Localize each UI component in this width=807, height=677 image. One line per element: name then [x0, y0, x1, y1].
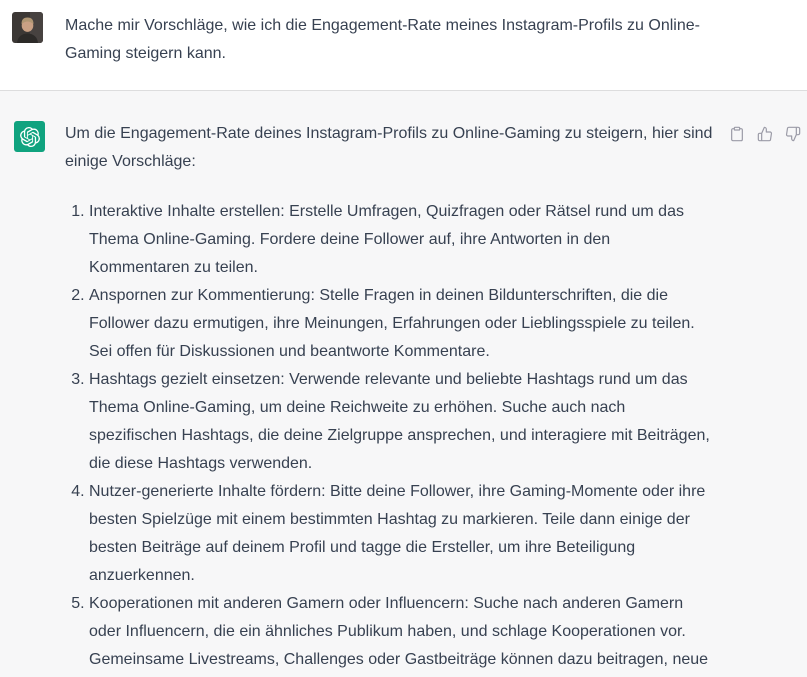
assistant-message-text	[65, 120, 715, 674]
suggestions-list	[65, 198, 715, 674]
assistant-intro: Um die Engagement-Rate deines Instagram-Profils zu Online-Gaming zu steigern, hier sind einige Vorschläge:	[65, 125, 713, 170]
list-item: 1. Interaktive Inhalte erstellen: Erstelle Umfragen, Quizfragen oder Rätsel rund um das Thema Online-Gaming. Fordere deine Follower auf, ihre Antworten in den Kommentaren zu teilen.	[89, 198, 715, 282]
copy-clipboard-icon	[729, 126, 745, 142]
openai-knot-icon	[20, 127, 40, 147]
chatgpt-logo	[14, 121, 45, 152]
message-actions	[729, 126, 807, 142]
thumbs-up-icon	[757, 126, 773, 142]
thumbs-down-icon	[785, 126, 801, 142]
user-avatar-photo	[12, 12, 43, 43]
user-avatar	[12, 12, 43, 43]
thumbs-up-button[interactable]	[757, 126, 773, 142]
assistant-message-row	[0, 90, 807, 677]
copy-button[interactable]	[729, 126, 745, 142]
list-item: 2. Anspornen zur Kommentierung: Stelle Fragen in deinen Bildunterschriften, die die Follower dazu ermutigen, ihre Meinungen, Erfahrungen oder Lieblingsspiele zu teilen. Sei offen für Diskussionen und beantworte Kommentare.	[89, 282, 715, 366]
user-message-row	[0, 0, 807, 90]
user-message-text: Mache mir Vorschläge, wie ich die Engagement-Rate meines Instagram-Profils zu Online-Gaming steigern kann.	[65, 17, 700, 62]
thumbs-down-button[interactable]	[785, 126, 801, 142]
list-item: 4. Nutzer-generierte Inhalte fördern: Bitte deine Follower, ihre Gaming-Momente oder ihre besten Spielzüge mit einem bestimmten Hashtag zu markieren. Teile dann einige der besten Beiträge auf deinem Profil und tagge die Ersteller, um ihre Beteiligung anzuerkennen.	[89, 478, 715, 590]
list-item: 5. Kooperationen mit anderen Gamern oder Influencern: Suche nach anderen Gamern oder Influencern, die ein ähnliches Publikum haben, und schlage Kooperationen vor. Gemeinsame Livestreams, Challenges oder Gastbeiträge können dazu beitragen, neue	[89, 590, 715, 674]
list-item: 3. Hashtags gezielt einsetzen: Verwende relevante und beliebte Hashtags rund um das Thema Online-Gaming, um deine Reichweite zu erhöhen. Suche auch nach spezifischen Hashtags, die deine Zielgruppe ansprechen, und interagiere mit Beiträgen, die diese Hashtags verwenden.	[89, 366, 715, 478]
